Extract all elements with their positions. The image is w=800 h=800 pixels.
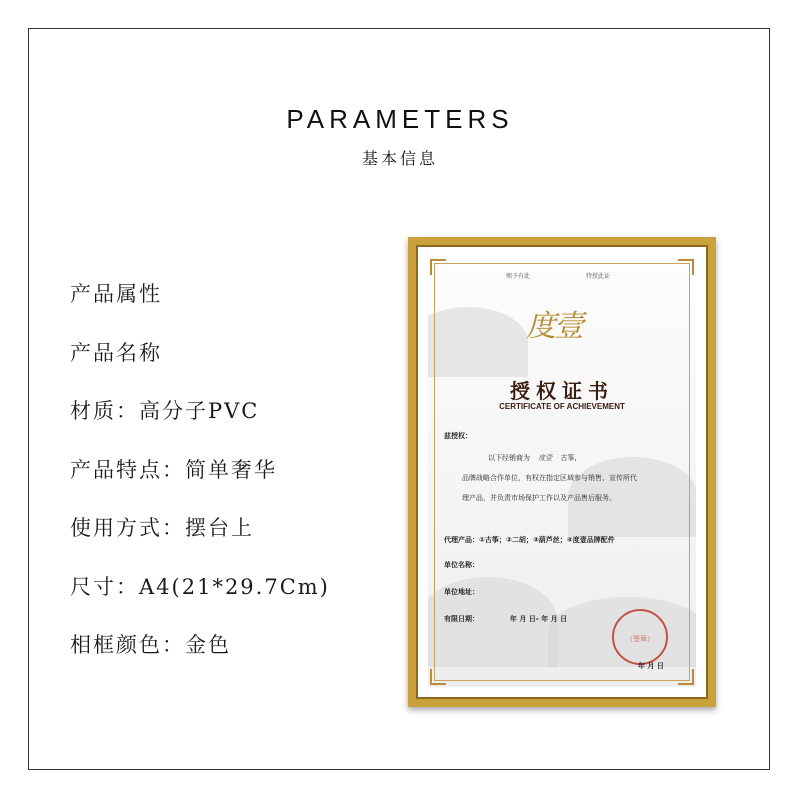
certificate-subtitle: CERTIFICATE OF ACHIEVEMENT — [499, 402, 625, 411]
param-frame-color: 相框颜色：金色 — [70, 633, 231, 657]
corner-ornament — [430, 669, 446, 685]
cert-top-left-text: 赐予有此 — [506, 273, 531, 280]
unit-address-label: 单位地址： — [444, 588, 479, 596]
certificate-title: 授权证书 — [510, 379, 614, 403]
red-seal-stamp: （签章） — [612, 609, 668, 665]
corner-ornament — [430, 259, 446, 275]
cert-line-1 — [488, 453, 577, 463]
corner-ornament — [678, 669, 694, 685]
unit-name-label: 单位名称： — [444, 561, 479, 569]
corner-ornament — [678, 259, 694, 275]
grantee-label: 兹授权： — [444, 432, 472, 440]
sign-date: 年 月 日 — [638, 662, 664, 670]
page-subtitle: 基本信息 — [361, 149, 438, 168]
param-size: 尺寸：A4(21*29.7Cm) — [70, 574, 330, 599]
param-feature: 产品特点：简单奢华 — [70, 457, 277, 482]
param-material: 材质：高分子PVC — [70, 399, 260, 423]
frame-mat — [416, 245, 708, 699]
gold-photo-frame — [408, 237, 716, 707]
param-attribute: 产品属性 — [70, 282, 162, 306]
page-title: PARAMETERS — [286, 104, 514, 134]
cert-top-right-text: 特授此证 — [586, 273, 611, 280]
validity-dates: 年 月 日- 年 月 日 — [510, 615, 568, 623]
agent-products: 代理产品：①古筝；②二胡；③葫芦丝；④度壹品牌配件 — [444, 536, 615, 544]
cert-line-1-text: 以下经销商为 — [488, 454, 530, 462]
cert-line-2: 品牌战略合作单位，有权在指定区域参与销售、宣传所代 — [462, 474, 637, 482]
cert-brand-mark: 度壹 — [538, 454, 553, 462]
cert-line-1-end: 古筝, — [560, 454, 577, 462]
brand-logo: 度壹 — [526, 309, 582, 344]
param-name: 产品名称 — [70, 340, 162, 365]
validity-label: 有限日期： — [444, 615, 479, 623]
cert-line-3: 理产品，并负责市场保护工作以及产品售后服务。 — [462, 494, 616, 502]
parameter-list — [70, 278, 330, 688]
certificate-paper — [428, 257, 696, 687]
param-usage: 使用方式：摆台上 — [70, 516, 254, 540]
